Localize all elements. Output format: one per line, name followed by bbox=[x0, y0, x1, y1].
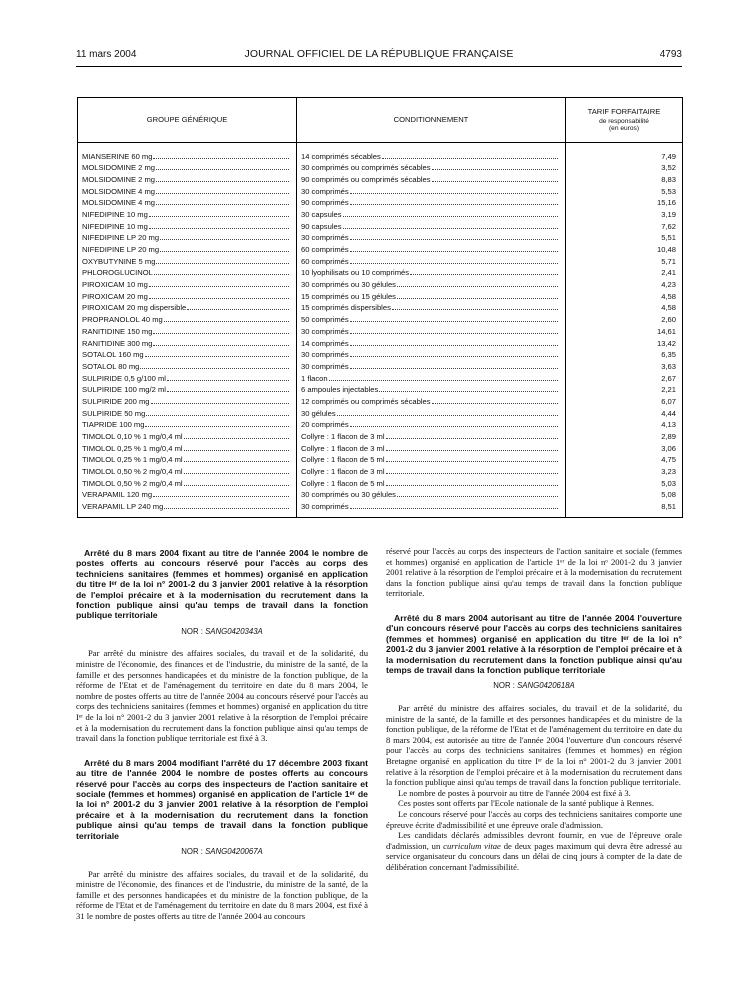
cell-tarif: 8,51 bbox=[566, 502, 683, 518]
table-row bbox=[78, 455, 683, 467]
cell-groupe bbox=[78, 209, 297, 221]
conditionnement: 30 comprimés bbox=[301, 233, 349, 243]
cell-conditionnement bbox=[297, 455, 566, 467]
conditionnement: 10 lyophilisats ou 10 comprimés bbox=[301, 268, 410, 278]
cell-conditionnement bbox=[297, 256, 566, 268]
dot-leader bbox=[350, 356, 558, 357]
article3-paragraph-3: Ces postes sont offerts par l'Ecole nationale de la santé publique à Rennes. bbox=[398, 798, 655, 809]
cell-groupe bbox=[78, 455, 297, 467]
dot-leader bbox=[156, 169, 289, 170]
cell-conditionnement bbox=[297, 174, 566, 186]
table-row bbox=[78, 163, 683, 175]
dot-leader bbox=[397, 496, 558, 497]
dot-leader bbox=[184, 438, 289, 439]
groupe-generique: VERAPAMIL LP 240 mg bbox=[82, 501, 164, 511]
cell-tarif: 5,03 bbox=[566, 478, 683, 490]
article3-nor-code: SANG0420618A bbox=[517, 681, 575, 691]
groupe-generique: TIAPRIDE 100 mg bbox=[82, 420, 145, 430]
conditionnement: Collyre : 1 flacon de 3 ml bbox=[301, 443, 385, 453]
cell-tarif: 8,83 bbox=[566, 174, 683, 186]
table-row bbox=[78, 338, 683, 350]
dot-leader bbox=[350, 321, 558, 322]
table-row bbox=[78, 256, 683, 268]
page-header bbox=[76, 46, 682, 62]
dot-leader bbox=[140, 368, 289, 369]
dot-leader bbox=[350, 508, 558, 509]
cell-tarif: 2,60 bbox=[566, 315, 683, 327]
cell-groupe bbox=[78, 443, 297, 455]
groupe-generique: MOLSIDOMINE 2 mg bbox=[82, 163, 155, 173]
cell-tarif: 5,51 bbox=[566, 233, 683, 245]
cell-tarif: 4,75 bbox=[566, 455, 683, 467]
conditionnement: 14 comprimés bbox=[301, 338, 349, 348]
cell-groupe bbox=[78, 315, 297, 327]
cell-conditionnement bbox=[297, 291, 566, 303]
conditionnement: 90 capsules bbox=[301, 221, 342, 231]
cell-groupe bbox=[78, 490, 297, 502]
cell-conditionnement bbox=[297, 432, 566, 444]
table-row bbox=[78, 233, 683, 245]
groupe-generique: VERAPAMIL 120 mg bbox=[82, 490, 153, 500]
dot-leader bbox=[350, 251, 558, 252]
dot-leader bbox=[184, 450, 289, 451]
cell-groupe bbox=[78, 420, 297, 432]
groupe-generique: PIROXICAM 20 mg dispersible bbox=[82, 303, 187, 313]
article3-paragraph-5-emphasis: curriculum vitae bbox=[443, 840, 501, 851]
article2-title: Arrêté du 8 mars 2004 modifiant l'arrêté du 17 décembre 2003 fixant au titre de l'année 2004 le nombre de postes offerts au concours réservé pour l'accès au corps des inspecteurs de l'action sanitaire et sociale (femmes et hommes) organisé en application de l'article 1ᵉʳ de la loi n° 2001-2 du 3 janvier 2001 relative à la résorption de l'emploi précaire et à la modernisation du recrutement dans la fonction publique ainsi qu'au temps de travail dans la fonction publique territoriale bbox=[76, 757, 368, 841]
dot-leader bbox=[153, 345, 289, 346]
table-row bbox=[78, 490, 683, 502]
dot-leader bbox=[386, 473, 558, 474]
conditionnement: 30 comprimés bbox=[301, 326, 349, 336]
cell-conditionnement bbox=[297, 315, 566, 327]
dot-leader bbox=[184, 473, 289, 474]
cell-groupe bbox=[78, 373, 297, 385]
table-row bbox=[78, 502, 683, 518]
cell-conditionnement bbox=[297, 221, 566, 233]
cell-groupe bbox=[78, 396, 297, 408]
groupe-generique: SULPIRIDE 200 mg bbox=[82, 396, 150, 406]
table-row bbox=[78, 467, 683, 479]
dot-leader bbox=[151, 403, 289, 404]
cell-tarif: 2,21 bbox=[566, 385, 683, 397]
groupe-generique: MOLSIDOMINE 4 mg bbox=[82, 186, 155, 196]
table-row bbox=[78, 315, 683, 327]
conditionnement: 90 comprimés ou comprimés sécables bbox=[301, 174, 431, 184]
groupe-generique: RANITIDINE 300 mg bbox=[82, 338, 153, 348]
col-header-groupe: GROUPE GÉNÉRIQUE bbox=[78, 98, 297, 143]
groupe-generique: RANITIDINE 150 mg bbox=[82, 326, 153, 336]
cell-conditionnement bbox=[297, 502, 566, 518]
dot-leader bbox=[432, 403, 558, 404]
table-row bbox=[78, 198, 683, 210]
cell-groupe bbox=[78, 408, 297, 420]
cell-tarif: 10,48 bbox=[566, 245, 683, 257]
dot-leader bbox=[153, 158, 289, 159]
table-row bbox=[78, 280, 683, 292]
cell-groupe bbox=[78, 385, 297, 397]
cell-groupe bbox=[78, 256, 297, 268]
groupe-generique: TIMOLOL 0,25 % 1 mg/0,4 ml bbox=[82, 443, 183, 453]
conditionnement: 20 comprimés bbox=[301, 420, 349, 430]
table-row bbox=[78, 385, 683, 397]
cell-tarif: 13,42 bbox=[566, 338, 683, 350]
article2-body: Par arrêté du ministre des affaires sociales, du travail et de la solidarité, du ministre de l'économie, des finances et de l'industrie, du ministre de la santé, de la famille et des personnes handicapées et du ministre de la fonction publique, de la réforme de l'Etat et de l'aménagement du territoire en date du 8 mars 2004, est fixé à 31 le nombre de postes offerts au titre de l'année 2004 au concours bbox=[76, 868, 368, 921]
dot-leader bbox=[145, 426, 289, 427]
table-row bbox=[78, 245, 683, 257]
dot-leader bbox=[184, 461, 289, 462]
dot-leader bbox=[350, 368, 558, 369]
dot-leader bbox=[156, 181, 289, 182]
dot-leader bbox=[187, 309, 289, 310]
cell-conditionnement bbox=[297, 350, 566, 362]
dot-leader bbox=[167, 391, 289, 392]
groupe-generique: NIFEDIPINE LP 20 mg bbox=[82, 233, 160, 243]
groupe-generique: SULPIRIDE 100 mg/2 ml bbox=[82, 385, 166, 395]
cell-tarif: 3,19 bbox=[566, 209, 683, 221]
dot-leader bbox=[164, 321, 289, 322]
table-row bbox=[78, 303, 683, 315]
cell-groupe bbox=[78, 245, 297, 257]
article3-paragraph-1: Par arrêté du ministre des affaires sociales, du travail et de la solidarité, du ministre de la santé, de la famille et des personnes handicapées et du ministre de la fonction publique, de la réforme de l'Etat et de l'aménagement du territoire en date du 8 mars 2004, est autorisée au titre de l'année 2004 l'ouverture d'un concours réservé pour l'accès au corps des techniciens sanitaires (femmes et hommes) en région Bretagne organisé en application du titre Iᵉʳ de la loi n° 2001-2 du 3 janvier 2001 relative à la résorption de l'emploi précaire et à la modernisation du recrutement dans la fonction publique ainsi qu'au temps de travail dans la fonction publique territoriale. bbox=[386, 703, 682, 788]
article3-nor bbox=[386, 681, 682, 692]
table-row bbox=[78, 209, 683, 221]
table-row bbox=[78, 186, 683, 198]
groupe-generique: TIMOLOL 0,25 % 1 mg/0,4 ml bbox=[82, 455, 183, 465]
article3-paragraph-5-start: Les candidats déclarés admissibles devront fournir, en vue de l'épreuve orale d'admission, un bbox=[386, 830, 682, 851]
groupe-generique: NIFEDIPINE LP 20 mg bbox=[82, 245, 160, 255]
dot-leader bbox=[154, 274, 289, 275]
dot-leader bbox=[379, 391, 558, 392]
table-row bbox=[78, 268, 683, 280]
left-text-column bbox=[76, 548, 368, 922]
header-journal-title: JOURNAL OFFICIEL DE LA RÉPUBLIQUE FRANÇAISE bbox=[244, 48, 514, 60]
dot-leader bbox=[156, 263, 289, 264]
cell-conditionnement bbox=[297, 233, 566, 245]
cell-groupe bbox=[78, 221, 297, 233]
dot-leader bbox=[382, 158, 558, 159]
conditionnement: 6 ampoules injectables bbox=[301, 385, 379, 395]
col-header-tarif-line3: (en euros) bbox=[608, 125, 640, 133]
article1-nor bbox=[76, 627, 368, 638]
cell-conditionnement bbox=[297, 245, 566, 257]
cell-tarif: 6,07 bbox=[566, 396, 683, 408]
groupe-generique: MIANSERINE 60 mg bbox=[82, 151, 153, 161]
dot-leader bbox=[337, 415, 558, 416]
dot-leader bbox=[386, 461, 558, 462]
conditionnement: Collyre : 1 flacon de 5 ml bbox=[301, 455, 385, 465]
groupe-generique: NIFEDIPINE 10 mg bbox=[82, 221, 148, 231]
groupe-generique: OXYBUTYNINE 5 mg bbox=[82, 256, 156, 266]
article1-body: Par arrêté du ministre des affaires sociales, du travail et de la solidarité, du ministre de l'économie, des finances et de l'industrie, du ministre de la santé, de la famille et des personnes handicapées et du ministre de la fonction publique, de la réforme de l'Etat et de l'aménagement du territoire en date du 8 mars 2004, le nombre de postes offerts au titre de l'année 2004 au concours réservé pour l'accès au corps des techniciens sanitaires (femmes et hommes) organisé en application du titre Iᵉʳ de la loi n° 2001-2 du 3 janvier 2001 relative à la résorption de l'emploi précaire et à la modernisation du recrutement dans la fonction publique ainsi qu'au temps de travail dans la fonction publique territoriale est fixé à 3. bbox=[76, 648, 368, 744]
article3-paragraph-5-end: de deux pages maximum qui devra être adressé au service organisateur du concours dans un délai de cinq jours à compter de la date de délibération concernant l'admissibilité. bbox=[386, 840, 682, 872]
table-spacer-row bbox=[78, 143, 683, 152]
cell-tarif: 7,49 bbox=[566, 151, 683, 163]
groupe-generique: PIROXICAM 20 mg bbox=[82, 291, 148, 301]
dot-leader bbox=[149, 286, 289, 287]
groupe-generique: MOLSIDOMINE 4 mg bbox=[82, 198, 155, 208]
cell-groupe bbox=[78, 467, 297, 479]
article2-nor-label: NOR : bbox=[181, 847, 203, 857]
article3-paragraph-4: Le concours réservé pour l'accès au corps des techniciens sanitaires comporte une épreuve écrite d'admissibilité et une épreuve orale d'admission. bbox=[386, 808, 682, 830]
cell-tarif: 15,16 bbox=[566, 198, 683, 210]
conditionnement: 60 comprimés bbox=[301, 256, 349, 266]
article2-body-continued: réservé pour l'accès au corps des inspecteurs de l'action sanitaire et sociale (femmes et hommes) organisé en application de l'article 1ᵉʳ de la loi nᵒ 2001-2 du 3 janvier 2001 relative à la résorption de l'emploi précaire et à la modernisation du recrutement dans la fonction publique ainsi qu'au temps de travail dans la fonction publique territoriale. bbox=[386, 546, 682, 599]
cell-tarif: 3,23 bbox=[566, 467, 683, 479]
cell-groupe bbox=[78, 198, 297, 210]
table-row bbox=[78, 361, 683, 373]
conditionnement: 30 comprimés bbox=[301, 361, 349, 371]
table-row bbox=[78, 291, 683, 303]
table-row bbox=[78, 432, 683, 444]
dot-leader bbox=[167, 380, 289, 381]
cell-conditionnement bbox=[297, 467, 566, 479]
dot-leader bbox=[145, 356, 289, 357]
cell-conditionnement bbox=[297, 186, 566, 198]
groupe-generique: SULPIRIDE 0,5 g/100 ml bbox=[82, 373, 166, 383]
cell-conditionnement bbox=[297, 385, 566, 397]
tarif-table bbox=[77, 97, 683, 518]
conditionnement: 30 gélules bbox=[301, 408, 336, 418]
conditionnement: 30 comprimés bbox=[301, 501, 349, 511]
cell-conditionnement bbox=[297, 420, 566, 432]
cell-tarif: 2,67 bbox=[566, 373, 683, 385]
dot-leader bbox=[156, 204, 289, 205]
cell-conditionnement bbox=[297, 268, 566, 280]
cell-conditionnement bbox=[297, 326, 566, 338]
cell-conditionnement bbox=[297, 443, 566, 455]
right-text-column bbox=[386, 546, 682, 873]
groupe-generique: TIMOLOL 0,50 % 2 mg/0,4 ml bbox=[82, 478, 183, 488]
table-header-row bbox=[78, 98, 683, 143]
article1-nor-label: NOR : bbox=[181, 626, 203, 636]
dot-leader bbox=[164, 508, 289, 509]
cell-tarif: 4,58 bbox=[566, 291, 683, 303]
cell-tarif: 3,63 bbox=[566, 361, 683, 373]
dot-leader bbox=[149, 216, 289, 217]
article1-title: Arrêté du 8 mars 2004 fixant au titre de l'année 2004 le nombre de postes offerts au concours réservé pour l'accès au corps des techniciens sanitaires (femmes et hommes) organisé en application du titre Iᵉʳ de la loi n° 2001-2 du 3 janvier 2001 relative à la résorption de l'emploi précaire et à la modernisation du recrutement dans la fonction publique ainsi qu'au temps de travail dans la fonction publique territoriale bbox=[76, 548, 368, 621]
groupe-generique: SULPIRIDE 50 mg bbox=[82, 408, 146, 418]
col-header-tarif-line1: TARIF FORFAITAIRE bbox=[587, 107, 661, 117]
cell-conditionnement bbox=[297, 198, 566, 210]
dot-leader bbox=[350, 239, 558, 240]
cell-groupe bbox=[78, 163, 297, 175]
cell-conditionnement bbox=[297, 163, 566, 175]
conditionnement: Collyre : 1 flacon de 5 ml bbox=[301, 478, 385, 488]
dot-leader bbox=[386, 485, 558, 486]
article2-nor bbox=[76, 847, 368, 858]
conditionnement: 15 comprimés dispersibles bbox=[301, 303, 391, 313]
cell-conditionnement bbox=[297, 303, 566, 315]
cell-groupe bbox=[78, 502, 297, 518]
table-row bbox=[78, 326, 683, 338]
dot-leader bbox=[149, 228, 289, 229]
cell-groupe bbox=[78, 151, 297, 163]
dot-leader bbox=[392, 309, 558, 310]
table-row bbox=[78, 373, 683, 385]
conditionnement: 50 comprimés bbox=[301, 315, 349, 325]
cell-groupe bbox=[78, 268, 297, 280]
article1-nor-code: SANG0420343A bbox=[205, 626, 263, 636]
cell-tarif: 3,06 bbox=[566, 443, 683, 455]
dot-leader bbox=[350, 426, 558, 427]
dot-leader bbox=[343, 228, 558, 229]
groupe-generique: SOTALOL 80 mg bbox=[82, 361, 140, 371]
table-body bbox=[78, 143, 683, 518]
dot-leader bbox=[160, 239, 289, 240]
dot-leader bbox=[350, 193, 558, 194]
conditionnement: 30 comprimés ou comprimés sécables bbox=[301, 163, 431, 173]
conditionnement: 30 comprimés ou 30 gélules bbox=[301, 490, 396, 500]
article3-paragraph-2: Le nombre de postes à pourvoir au titre de l'année 2004 est fixé à 3. bbox=[398, 787, 631, 798]
conditionnement: 30 comprimés bbox=[301, 350, 349, 360]
dot-leader bbox=[153, 496, 289, 497]
cell-conditionnement bbox=[297, 490, 566, 502]
cell-tarif: 6,35 bbox=[566, 350, 683, 362]
article3-title: Arrêté du 8 mars 2004 autorisant au titre de l'année 2004 l'ouverture d'un concours réservé pour l'accès au corps des techniciens sanitaires (femmes et hommes) organisé en application du titre Iᵉʳ de la loi n° 2001-2 du 3 janvier 2001 relative à la résorption de l'emploi précaire et à la modernisation du recrutement dans la fonction publique ainsi qu'au temps de travail dans la fonction publique territoriale bbox=[386, 612, 682, 675]
cell-groupe bbox=[78, 291, 297, 303]
cell-tarif: 5,08 bbox=[566, 490, 683, 502]
groupe-generique: NIFEDIPINE 10 mg bbox=[82, 209, 148, 219]
groupe-generique: TIMOLOL 0,50 % 2 mg/0,4 ml bbox=[82, 467, 183, 477]
conditionnement: 12 comprimés ou comprimés sécables bbox=[301, 396, 431, 406]
dot-leader bbox=[184, 485, 289, 486]
article3-nor-label: NOR : bbox=[493, 681, 515, 691]
conditionnement: Collyre : 1 flacon de 3 ml bbox=[301, 467, 385, 477]
dot-leader bbox=[146, 415, 289, 416]
conditionnement: 1 flacon bbox=[301, 373, 328, 383]
dot-leader bbox=[397, 286, 558, 287]
table-row bbox=[78, 408, 683, 420]
cell-tarif: 14,61 bbox=[566, 326, 683, 338]
conditionnement: 60 comprimés bbox=[301, 245, 349, 255]
cell-groupe bbox=[78, 303, 297, 315]
dot-leader bbox=[160, 251, 289, 252]
dot-leader bbox=[149, 298, 289, 299]
cell-conditionnement bbox=[297, 151, 566, 163]
cell-groupe bbox=[78, 233, 297, 245]
cell-conditionnement bbox=[297, 396, 566, 408]
article3-paragraph-5 bbox=[386, 830, 682, 872]
dot-leader bbox=[329, 380, 558, 381]
table-row bbox=[78, 443, 683, 455]
dot-leader bbox=[397, 298, 558, 299]
cell-tarif: 5,71 bbox=[566, 256, 683, 268]
dot-leader bbox=[350, 204, 558, 205]
header-date: 11 mars 2004 bbox=[76, 49, 137, 60]
table-row bbox=[78, 350, 683, 362]
cell-tarif: 5,53 bbox=[566, 186, 683, 198]
dot-leader bbox=[350, 345, 558, 346]
conditionnement: 30 capsules bbox=[301, 209, 342, 219]
cell-groupe bbox=[78, 174, 297, 186]
table-row bbox=[78, 221, 683, 233]
dot-leader bbox=[350, 333, 558, 334]
cell-conditionnement bbox=[297, 478, 566, 490]
cell-tarif: 4,44 bbox=[566, 408, 683, 420]
col-header-conditionnement: CONDITIONNEMENT bbox=[297, 98, 566, 143]
col-header-tarif-line2: de responsabilité bbox=[599, 117, 649, 125]
cell-tarif: 4,13 bbox=[566, 420, 683, 432]
conditionnement: 30 comprimés ou 30 gélules bbox=[301, 280, 396, 290]
dot-leader bbox=[386, 450, 558, 451]
cell-groupe bbox=[78, 280, 297, 292]
groupe-generique: MOLSIDOMINE 2 mg bbox=[82, 174, 155, 184]
cell-conditionnement bbox=[297, 209, 566, 221]
groupe-generique: SOTALOL 160 mg bbox=[82, 350, 144, 360]
dot-leader bbox=[432, 181, 558, 182]
dot-leader bbox=[350, 263, 558, 264]
cell-groupe bbox=[78, 478, 297, 490]
cell-tarif: 2,89 bbox=[566, 432, 683, 444]
cell-tarif: 4,58 bbox=[566, 303, 683, 315]
conditionnement: 15 comprimés ou 15 gélules bbox=[301, 291, 396, 301]
article2-nor-code: SANG0420067A bbox=[205, 847, 263, 857]
cell-groupe bbox=[78, 326, 297, 338]
dot-leader bbox=[153, 333, 289, 334]
cell-groupe bbox=[78, 432, 297, 444]
cell-conditionnement bbox=[297, 373, 566, 385]
cell-groupe bbox=[78, 338, 297, 350]
cell-groupe bbox=[78, 186, 297, 198]
groupe-generique: TIMOLOL 0,10 % 1 mg/0,4 ml bbox=[82, 432, 183, 442]
conditionnement: 90 comprimés bbox=[301, 198, 349, 208]
dot-leader bbox=[386, 438, 558, 439]
table-row bbox=[78, 396, 683, 408]
cell-conditionnement bbox=[297, 280, 566, 292]
groupe-generique: PIROXICAM 10 mg bbox=[82, 280, 148, 290]
cell-tarif: 3,52 bbox=[566, 163, 683, 175]
cell-groupe bbox=[78, 361, 297, 373]
conditionnement: 30 comprimés bbox=[301, 186, 349, 196]
groupe-generique: PROPRANOLOL 40 mg bbox=[82, 315, 163, 325]
dot-leader bbox=[410, 274, 558, 275]
col-header-tarif bbox=[566, 98, 683, 143]
cell-tarif: 2,41 bbox=[566, 268, 683, 280]
conditionnement: Collyre : 1 flacon de 3 ml bbox=[301, 432, 385, 442]
conditionnement: 14 comprimés sécables bbox=[301, 151, 381, 161]
cell-conditionnement bbox=[297, 338, 566, 350]
dot-leader bbox=[343, 216, 558, 217]
header-divider bbox=[76, 66, 682, 67]
dot-leader bbox=[432, 169, 558, 170]
cell-conditionnement bbox=[297, 408, 566, 420]
table-row bbox=[78, 420, 683, 432]
table-row bbox=[78, 151, 683, 163]
cell-tarif: 4,23 bbox=[566, 280, 683, 292]
header-page-number: 4793 bbox=[659, 49, 682, 60]
dot-leader bbox=[156, 193, 289, 194]
table-row bbox=[78, 174, 683, 186]
groupe-generique: PHLOROGLUCINOL bbox=[82, 268, 153, 278]
cell-tarif: 7,62 bbox=[566, 221, 683, 233]
cell-conditionnement bbox=[297, 361, 566, 373]
table-row bbox=[78, 478, 683, 490]
cell-groupe bbox=[78, 350, 297, 362]
